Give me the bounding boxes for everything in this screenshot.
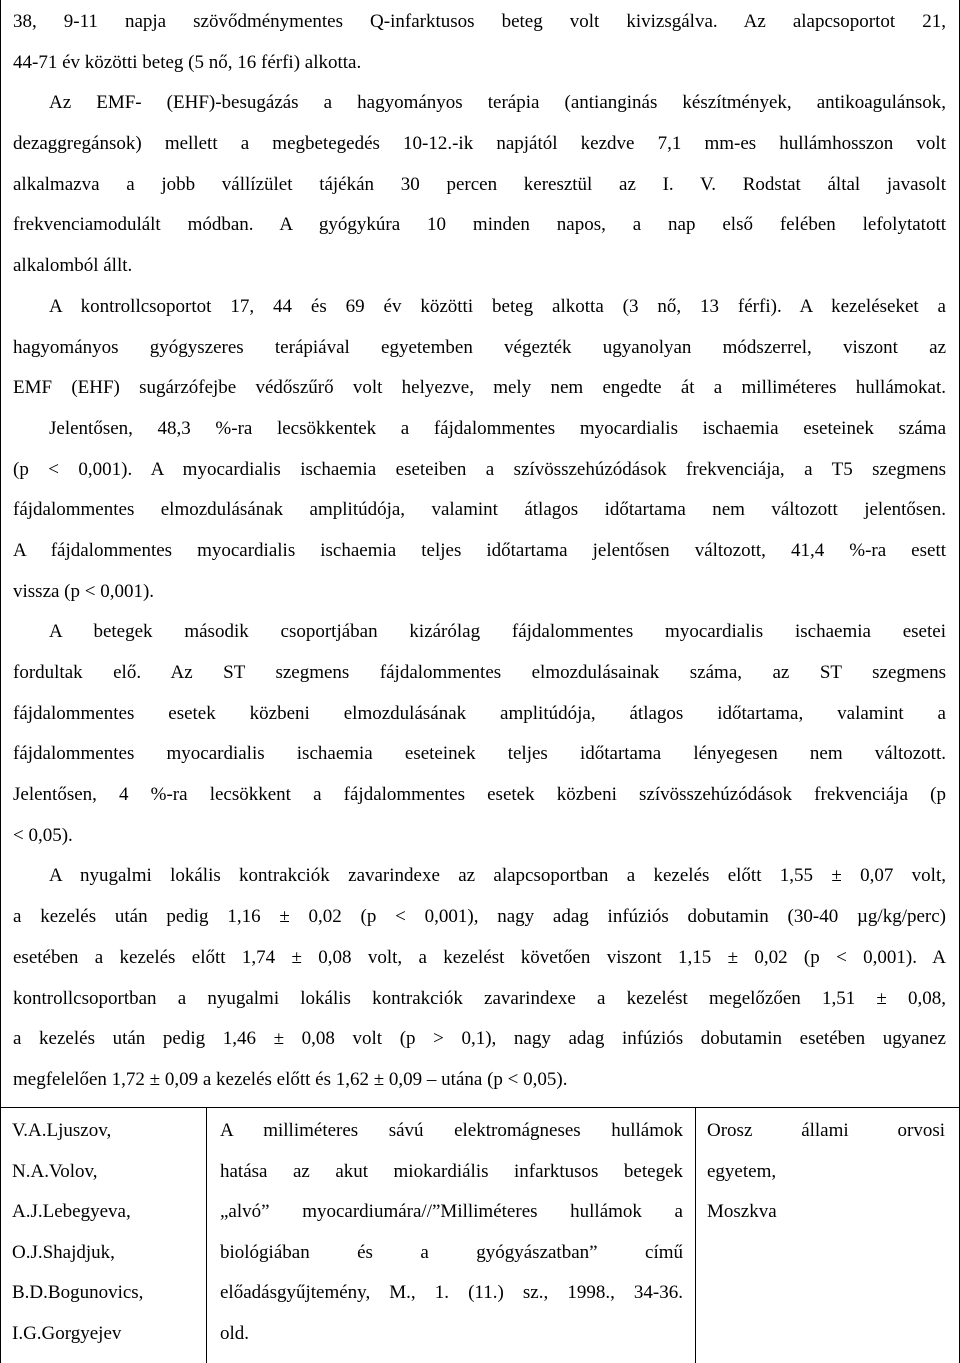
author-name: I.G.Gorgyejev <box>12 1322 122 1344</box>
body-line: a kezelés után pedig 1,16 ± 0,02 (p < 0,001), nagy adag infúziós dobutamin (30-40 µg/kg/perc) <box>13 906 946 928</box>
affiliation-line: egyetem, <box>707 1160 777 1182</box>
body-line: A fájdalommentes myocardialis ischaemia teljes időtartama jelentősen változott, 41,4 %-ra esett <box>13 539 946 561</box>
body-line: hagyományos gyógyszeres terápiával egyetemben végezték ugyanolyan módszerrel, viszont az <box>13 336 946 358</box>
reference-affiliation <box>697 1108 959 1363</box>
body-line: kontrollcsoportban a nyugalmi lokális kontrakciók zavarindexe a kezelést megelőzően 1,51 ± 0,08, <box>13 987 946 1009</box>
body-line: frekvenciamodulált módban. A gyógykúra 10 minden napos, a nap első felében lefolytatott <box>13 214 946 236</box>
body-line: A kontrollcsoportot 17, 44 és 69 év közötti beteg alkotta (3 nő, 13 férfi). A kezeléseket a <box>49 295 946 317</box>
title-line: hatása az akut miokardiális infarktusos betegek <box>220 1160 683 1182</box>
title-line: old. <box>220 1322 250 1344</box>
title-line: biológiában és a gyógyászatban” című <box>220 1241 683 1263</box>
title-line: „alvó” myocardiumára//”Milliméteres hullámok a <box>220 1201 683 1222</box>
body-line: Jelentősen, 48,3 %-ra lecsökkentek a fájdalommentes myocardialis ischaemia eseteinek száma <box>49 417 946 439</box>
reference-title <box>206 1108 696 1363</box>
body-line: fájdalommentes elmozdulásának amplitúdója, valamint átlagos időtartama nem változott jelentősen. <box>13 499 946 521</box>
body-line: 38, 9-11 napja szövődménymentes Q-infarktusos beteg volt kivizsgálva. Az alapcsoportot 21, <box>13 11 946 32</box>
body-line: megfelelően 1,72 ± 0,09 a kezelés előtt és 1,62 ± 0,09 – utána (p < 0,05). <box>13 1068 568 1090</box>
author-name: V.A.Ljuszov, <box>12 1120 112 1141</box>
body-line: fordultak elő. Az ST szegmens fájdalommentes elmozdulásainak száma, az ST szegmens <box>13 662 946 683</box>
body-line: dezaggregánsok) mellett a megbetegedés 10-12.-ik napjától kezdve 7,1 mm-es hullámhosszon volt <box>13 133 946 155</box>
affiliation-line: Orosz állami orvosi <box>707 1120 945 1141</box>
body-line: A betegek második csoportjában kizárólag fájdalommentes myocardialis ischaemia esetei <box>49 621 946 643</box>
body-line: alkalomból állt. <box>13 255 133 277</box>
author-name: B.D.Bogunovics, <box>12 1282 144 1303</box>
body-line: Jelentősen, 4 %-ra lecsökkent a fájdalommentes esetek közbeni szívösszehúzódások frekvenciája (p <box>13 784 946 806</box>
author-name: N.A.Volov, <box>12 1160 98 1182</box>
affiliation-line: Moszkva <box>707 1201 777 1222</box>
title-line: előadásgyűjtemény, M., 1. (11.) sz., 1998., 34-36. <box>220 1282 683 1303</box>
title-line: A milliméteres sávú elektromágneses hullámok <box>220 1120 683 1141</box>
reference-table <box>1 1107 959 1363</box>
body-line: A nyugalmi lokális kontrakciók zavarindexe az alapcsoportban a kezelés előtt 1,55 ± 0,07 volt, <box>49 865 946 887</box>
body-line: alkalmazva a jobb vállízület tájékán 30 percen keresztül az I. V. Rodstat által javasolt <box>13 173 946 195</box>
author-name: O.J.Shajdjuk, <box>12 1241 115 1263</box>
body-line: vissza (p < 0,001). <box>13 580 155 602</box>
body-line: Az EMF- (EHF)-besugázás a hagyományos terápia (antianginás készítmények, antikoagulánsok, <box>49 92 946 114</box>
body-line: (p < 0,001). A myocardialis ischaemia eseteiben a szívösszehúzódások frekvenciája, a T5 szegmens <box>13 458 946 480</box>
body-text <box>13 2 946 1101</box>
body-line: 44-71 év közötti beteg (5 nő, 16 férfi) alkotta. <box>13 51 362 73</box>
body-line: a kezelés után pedig 1,46 ± 0,08 volt (p > 0,1), nagy adag infúziós dobutamin esetében ugyanez <box>13 1028 946 1050</box>
body-line: < 0,05). <box>13 824 73 846</box>
author-name: A.J.Lebegyeva, <box>12 1201 131 1222</box>
reference-authors <box>1 1108 205 1363</box>
body-line: esetében a kezelés előtt 1,74 ± 0,08 volt, a kezelést követően viszont 1,15 ± 0,02 (p < 0,001). A <box>13 946 946 968</box>
body-line: fájdalommentes myocardialis ischaemia eseteinek teljes időtartama lényegesen nem változott. <box>13 743 946 765</box>
body-line: fájdalommentes esetek közbeni elmozdulásának amplitúdója, átlagos időtartama, valamint a <box>13 702 946 724</box>
body-line: EMF (EHF) sugárzófejbe védőszűrő volt helyezve, mely nem engedte át a milliméteres hullámokat. <box>13 377 946 399</box>
